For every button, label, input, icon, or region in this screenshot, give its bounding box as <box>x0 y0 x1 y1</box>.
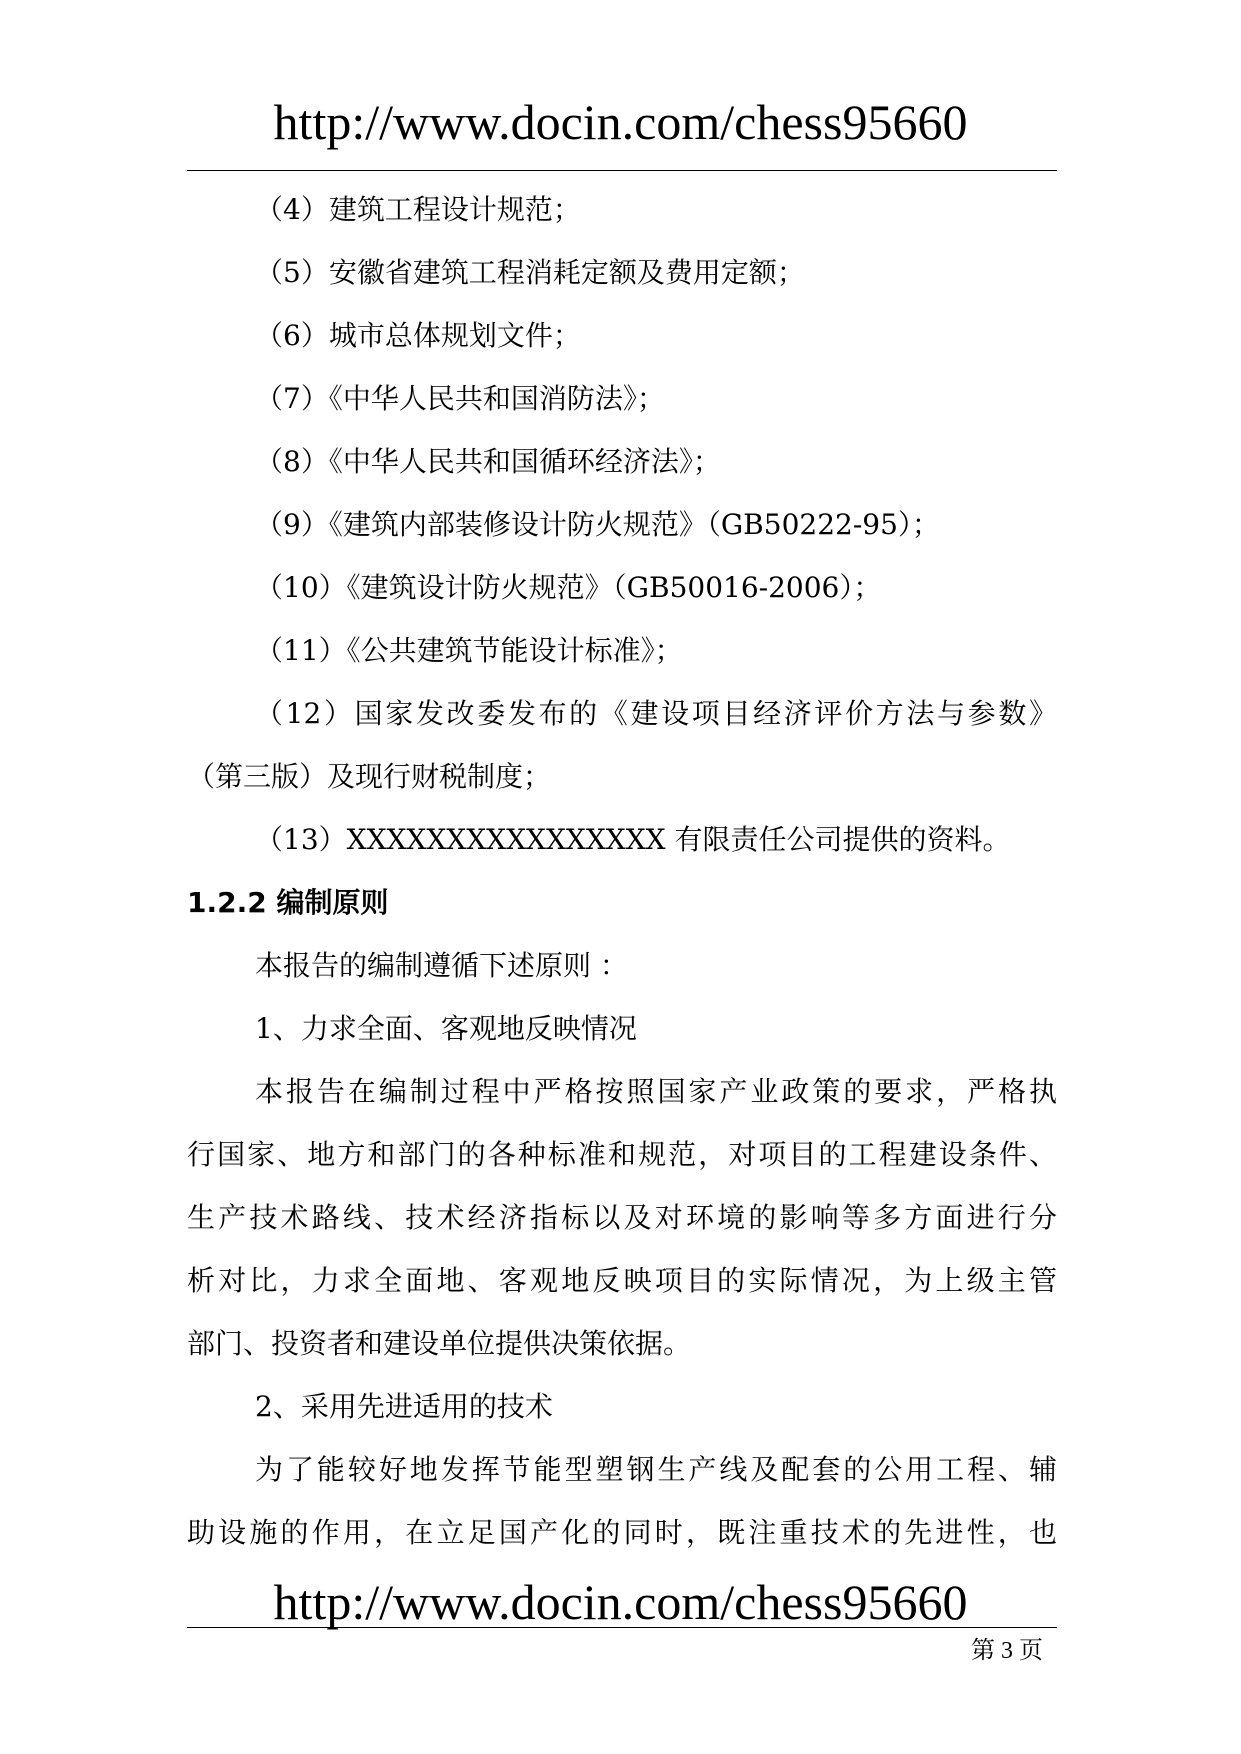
list-item: （4）建筑工程设计规范； <box>255 193 581 226</box>
principle-1-title: 1、力求全面、客观地反映情况 <box>255 1012 637 1045</box>
page-number: 第 3 页 <box>971 1638 1043 1664</box>
section-intro: 本报告的编制遵循下述原则 ： <box>255 949 628 982</box>
paragraph-line: 本报告在编制过程中严格按照国家产业政策的要求，严格执 <box>255 1075 1057 1108</box>
section-heading: 1.2.2 编制原则 <box>187 886 389 919</box>
list-item: （8）《中华人民共和国循环经济法》； <box>255 445 721 478</box>
paragraph-line: 生产技术路线、技术经济指标以及对环境的影响等多方面进行分 <box>187 1201 1057 1234</box>
list-item-12-line-2: （第三版）及现行财税制度； <box>187 760 552 793</box>
document-body <box>187 178 1057 1564</box>
paragraph-line: 部门、投资者和建设单位提供决策依据。 <box>187 1327 692 1360</box>
paragraph-line: 行国家、地方和部门的各种标准和规范，对项目的工程建设条件、 <box>187 1138 1057 1171</box>
header-rule <box>187 170 1057 171</box>
footer-rule <box>187 1627 1057 1628</box>
principle-2-title: 2、采用先进适用的技术 <box>255 1390 553 1423</box>
list-item: （7）《中华人民共和国消防法》； <box>255 382 665 415</box>
list-item: （9）《建筑内部装修设计防火规范》（GB50222-95）； <box>255 508 940 541</box>
paragraph-line: 析对比，力求全面地、客观地反映项目的实际情况，为上级主管 <box>187 1264 1057 1297</box>
list-item: （10）《建筑设计防火规范》（GB50016-2006）； <box>255 571 882 604</box>
list-item: （5）安徽省建筑工程消耗定额及费用定额； <box>255 256 805 289</box>
header-url: http://www.docin.com/chess95660 <box>273 94 968 150</box>
footer-url: http://www.docin.com/chess95660 <box>273 1574 968 1630</box>
list-item-12-line-1: （12）国家发改委发布的《建设项目经济评价方法与参数》 <box>255 697 1057 730</box>
list-item: （6）城市总体规划文件； <box>255 319 581 352</box>
list-item: （11）《公共建筑节能设计标准》； <box>255 634 683 667</box>
list-item-13: （13）XXXXXXXXXXXXXXXX 有限责任公司提供的资料。 <box>255 823 1011 856</box>
paragraph-line: 助设施的作用，在立足国产化的同时，既注重技术的先进性，也 <box>187 1516 1057 1549</box>
paragraph-line: 为了能较好地发挥节能型塑钢生产线及配套的公用工程、辅 <box>255 1453 1057 1486</box>
